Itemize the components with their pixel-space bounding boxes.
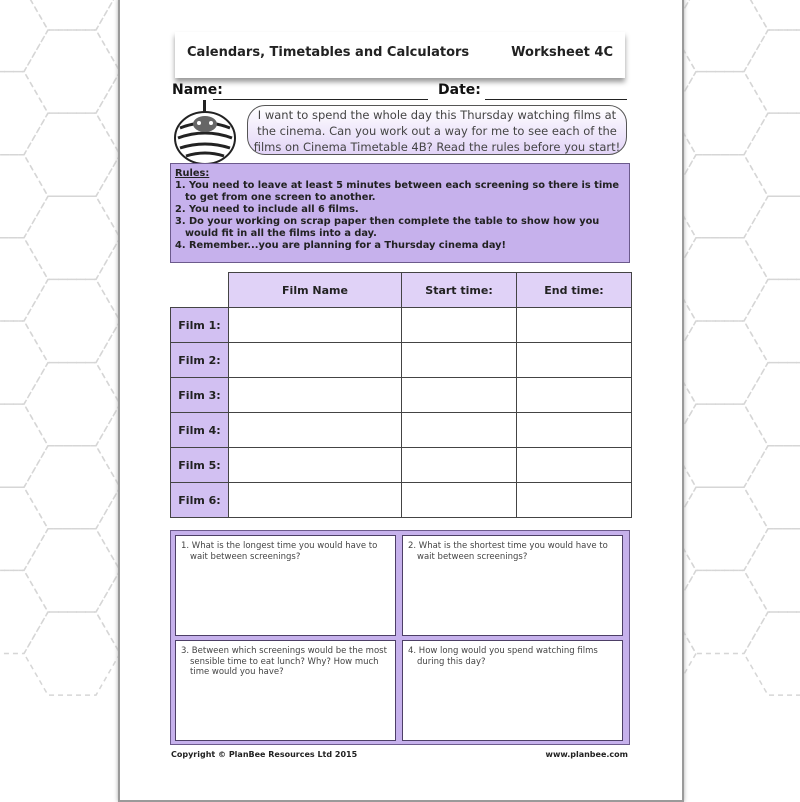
hexagon-outline	[744, 279, 800, 362]
hexagon-outline	[0, 404, 48, 487]
hexagon-outline	[24, 0, 120, 30]
hexagon-outline	[744, 113, 800, 196]
hexagon-outline	[672, 321, 768, 404]
column-header-film-name: Film Name	[229, 273, 402, 308]
end-time-cell[interactable]	[517, 378, 632, 413]
question-3[interactable]: 3. Between which screenings would be the most sensible time to eat lunch? Why? How much time would you have?	[175, 640, 396, 741]
table-row	[171, 378, 632, 413]
row-label: Film 6:	[171, 483, 229, 518]
hexagon-outline	[744, 529, 800, 612]
rules-title: Rules:	[175, 168, 210, 179]
copyright-text: Copyright © PlanBee Resources Ltd 2015	[171, 750, 358, 759]
hexagon-outline	[0, 570, 48, 653]
hexagon-outline	[24, 529, 120, 612]
rules-box	[170, 163, 630, 263]
row-label: Film 5:	[171, 448, 229, 483]
hexagon-outline	[672, 238, 768, 321]
hexagon-outline	[672, 570, 768, 653]
questions-box	[170, 530, 630, 745]
table-row	[171, 413, 632, 448]
table-row	[171, 448, 632, 483]
film-name-cell[interactable]	[229, 483, 402, 518]
hexagon-outline	[672, 0, 768, 72]
hexagon-outline	[24, 363, 120, 446]
film-name-cell[interactable]	[229, 413, 402, 448]
film-schedule-table	[170, 272, 632, 518]
end-time-cell[interactable]	[517, 483, 632, 518]
hexagon-outline	[672, 487, 768, 570]
column-header-start-time: Start time:	[402, 273, 517, 308]
table-row	[171, 483, 632, 518]
hexagon-outline	[0, 487, 48, 570]
hexagon-outline	[0, 238, 48, 321]
hexagon-outline	[744, 30, 800, 113]
film-name-cell[interactable]	[229, 378, 402, 413]
rule-item: 4. Remember...you are planning for a Thursday cinema day!	[175, 240, 507, 251]
question-2[interactable]: 2. What is the shortest time you would have to wait between screenings?	[402, 535, 623, 636]
start-time-cell[interactable]	[402, 448, 517, 483]
table-header-row	[171, 273, 632, 308]
start-time-cell[interactable]	[402, 308, 517, 343]
start-time-cell[interactable]	[402, 378, 517, 413]
hexagon-outline	[672, 404, 768, 487]
hexagon-outline	[744, 363, 800, 446]
start-time-cell[interactable]	[402, 413, 517, 448]
name-label: Name:	[172, 82, 223, 98]
hexagon-outline	[0, 0, 48, 72]
website-text: www.planbee.com	[545, 750, 628, 759]
worksheet-number: Worksheet 4C	[511, 45, 613, 60]
row-label: Film 4:	[171, 413, 229, 448]
end-time-cell[interactable]	[517, 413, 632, 448]
hexagon-outline	[672, 155, 768, 238]
hexagon-outline	[24, 30, 120, 113]
speech-bubble: I want to spend the whole day this Thursday watching films at the cinema. Can you work out a way for me to see each of the films on Cinema Timetable 4B? Read the rules before you start!	[247, 105, 627, 155]
row-label: Film 3:	[171, 378, 229, 413]
zebra-mascot-icon	[168, 98, 242, 166]
question-4[interactable]: 4. How long would you spend watching films during this day?	[402, 640, 623, 741]
hexagon-outline	[744, 446, 800, 529]
start-time-cell[interactable]	[402, 343, 517, 378]
title-banner	[175, 32, 625, 78]
rule-item: 3. Do your working on scrap paper then complete the table to show how you would fit in all the films into a day.	[175, 216, 600, 239]
film-name-cell[interactable]	[229, 343, 402, 378]
hexagon-outline	[24, 446, 120, 529]
end-time-cell[interactable]	[517, 343, 632, 378]
hexagon-outline	[744, 196, 800, 279]
date-field[interactable]	[485, 85, 627, 100]
hexagon-outline	[24, 196, 120, 279]
end-time-cell[interactable]	[517, 308, 632, 343]
table-row	[171, 308, 632, 343]
hexagon-outline	[24, 279, 120, 362]
hexagon-outline	[0, 72, 48, 155]
hexagon-outline	[744, 0, 800, 30]
hexagon-outline	[0, 321, 48, 404]
hexagon-outline	[0, 155, 48, 238]
start-time-cell[interactable]	[402, 483, 517, 518]
column-header-end-time: End time:	[517, 273, 632, 308]
hexagon-outline	[24, 113, 120, 196]
hexagon-outline	[24, 612, 120, 695]
film-name-cell[interactable]	[229, 308, 402, 343]
rule-item: 1. You need to leave at least 5 minutes between each screening so there is time to get from one screen to another.	[175, 180, 620, 203]
end-time-cell[interactable]	[517, 448, 632, 483]
question-1[interactable]: 1. What is the longest time you would have to wait between screenings?	[175, 535, 396, 636]
table-row	[171, 343, 632, 378]
worksheet-title: Calendars, Timetables and Calculators	[187, 45, 470, 60]
name-field[interactable]	[213, 85, 428, 100]
row-label: Film 1:	[171, 308, 229, 343]
rule-item: 2. You need to include all 6 films.	[175, 204, 359, 215]
hexagon-outline	[744, 612, 800, 695]
row-label: Film 2:	[171, 343, 229, 378]
film-name-cell[interactable]	[229, 448, 402, 483]
date-label: Date:	[438, 82, 481, 98]
hexagon-outline	[672, 72, 768, 155]
